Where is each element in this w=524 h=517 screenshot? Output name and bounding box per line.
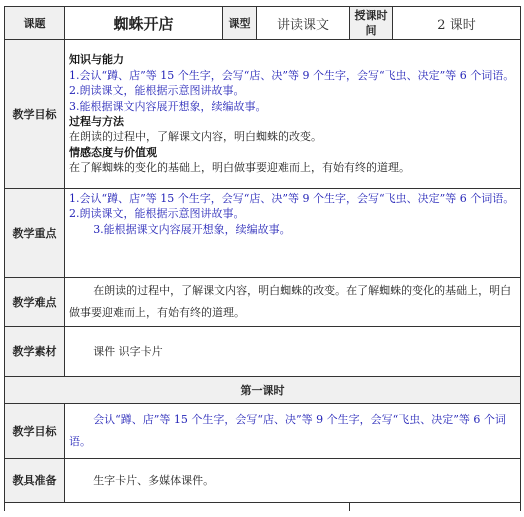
period-goals-row bbox=[5, 404, 521, 459]
key-item-2: 2.朗读课文，能根据示意图讲故事。 bbox=[69, 207, 245, 221]
lesson-type: 讲读课文 bbox=[257, 7, 350, 40]
goals-heading-process: 过程与方法 bbox=[69, 115, 124, 128]
key-points-row bbox=[5, 189, 521, 278]
period-goals-label: 教学目标 bbox=[5, 404, 65, 459]
goals-label: 教学目标 bbox=[5, 40, 65, 189]
materials-label: 教学素材 bbox=[5, 327, 65, 377]
continuation-row bbox=[5, 503, 521, 511]
goals-item-2: 2.朗读课文，能根据示意图讲故事。 bbox=[69, 84, 245, 98]
goals-heading-attitude: 情感态度与价值观 bbox=[69, 145, 157, 159]
time-label: 授课时间 bbox=[350, 7, 393, 40]
goals-item-3: 3.能根据课文内容展开想象，续编故事。 bbox=[69, 99, 267, 113]
materials-row bbox=[5, 327, 521, 377]
prep-row bbox=[5, 459, 521, 503]
key-points-content bbox=[65, 189, 521, 278]
continuation-cell-right bbox=[350, 503, 521, 511]
topic-label: 课题 bbox=[5, 7, 65, 40]
period-goals-content: 会认“蹲、店”等 15 个生字，会写“店、决”等 9 个生字，会写“飞虫、决定”等 6 个词语。 bbox=[65, 404, 521, 459]
key-item-3: 3.能根据课文内容展开想象，续编故事。 bbox=[93, 222, 291, 236]
difficulty-row bbox=[5, 278, 521, 327]
goals-item-1: 1.会认“蹲、店”等 15 个生字，会写“店、决”等 9 个生字，会写“飞虫、决定”等 6 个词语。 bbox=[69, 68, 515, 82]
goals-process-text: 在朗读的过程中，了解课文内容，明白蜘蛛的改变。 bbox=[69, 130, 322, 144]
difficulty-label: 教学难点 bbox=[5, 278, 65, 327]
continuation-cell-left bbox=[5, 503, 350, 511]
key-item-1: 1.会认“蹲、店”等 15 个生字，会写“店、决”等 9 个生字，会写“飞虫、决定”等 6 个词语。 bbox=[69, 192, 515, 205]
type-label: 课型 bbox=[223, 7, 257, 40]
key-points-label: 教学重点 bbox=[5, 189, 65, 278]
difficulty-content: 在朗读的过程中，了解课文内容，明白蜘蛛的改变。在了解蜘蛛的变化的基础上，明白做事要迎难而上，有始有终的道理。 bbox=[65, 278, 521, 327]
lesson-plan-table bbox=[4, 6, 521, 511]
period-row bbox=[5, 377, 521, 404]
header-row bbox=[5, 7, 521, 40]
prep-label: 教具准备 bbox=[5, 459, 65, 503]
goals-attitude-text: 在了解蜘蛛的变化的基础上，明白做事要迎难而上，有始有终的道理。 bbox=[69, 161, 410, 175]
materials-content: 课件 识字卡片 bbox=[65, 327, 521, 377]
goals-row bbox=[5, 40, 521, 189]
goals-heading-knowledge: 知识与能力 bbox=[69, 53, 124, 67]
goals-content bbox=[65, 40, 521, 189]
prep-content: 生字卡片、多媒体课件。 bbox=[65, 459, 521, 503]
lesson-time: 2 课时 bbox=[393, 7, 521, 40]
period-title: 第一课时 bbox=[5, 377, 521, 404]
lesson-title: 蜘蛛开店 bbox=[65, 7, 223, 40]
